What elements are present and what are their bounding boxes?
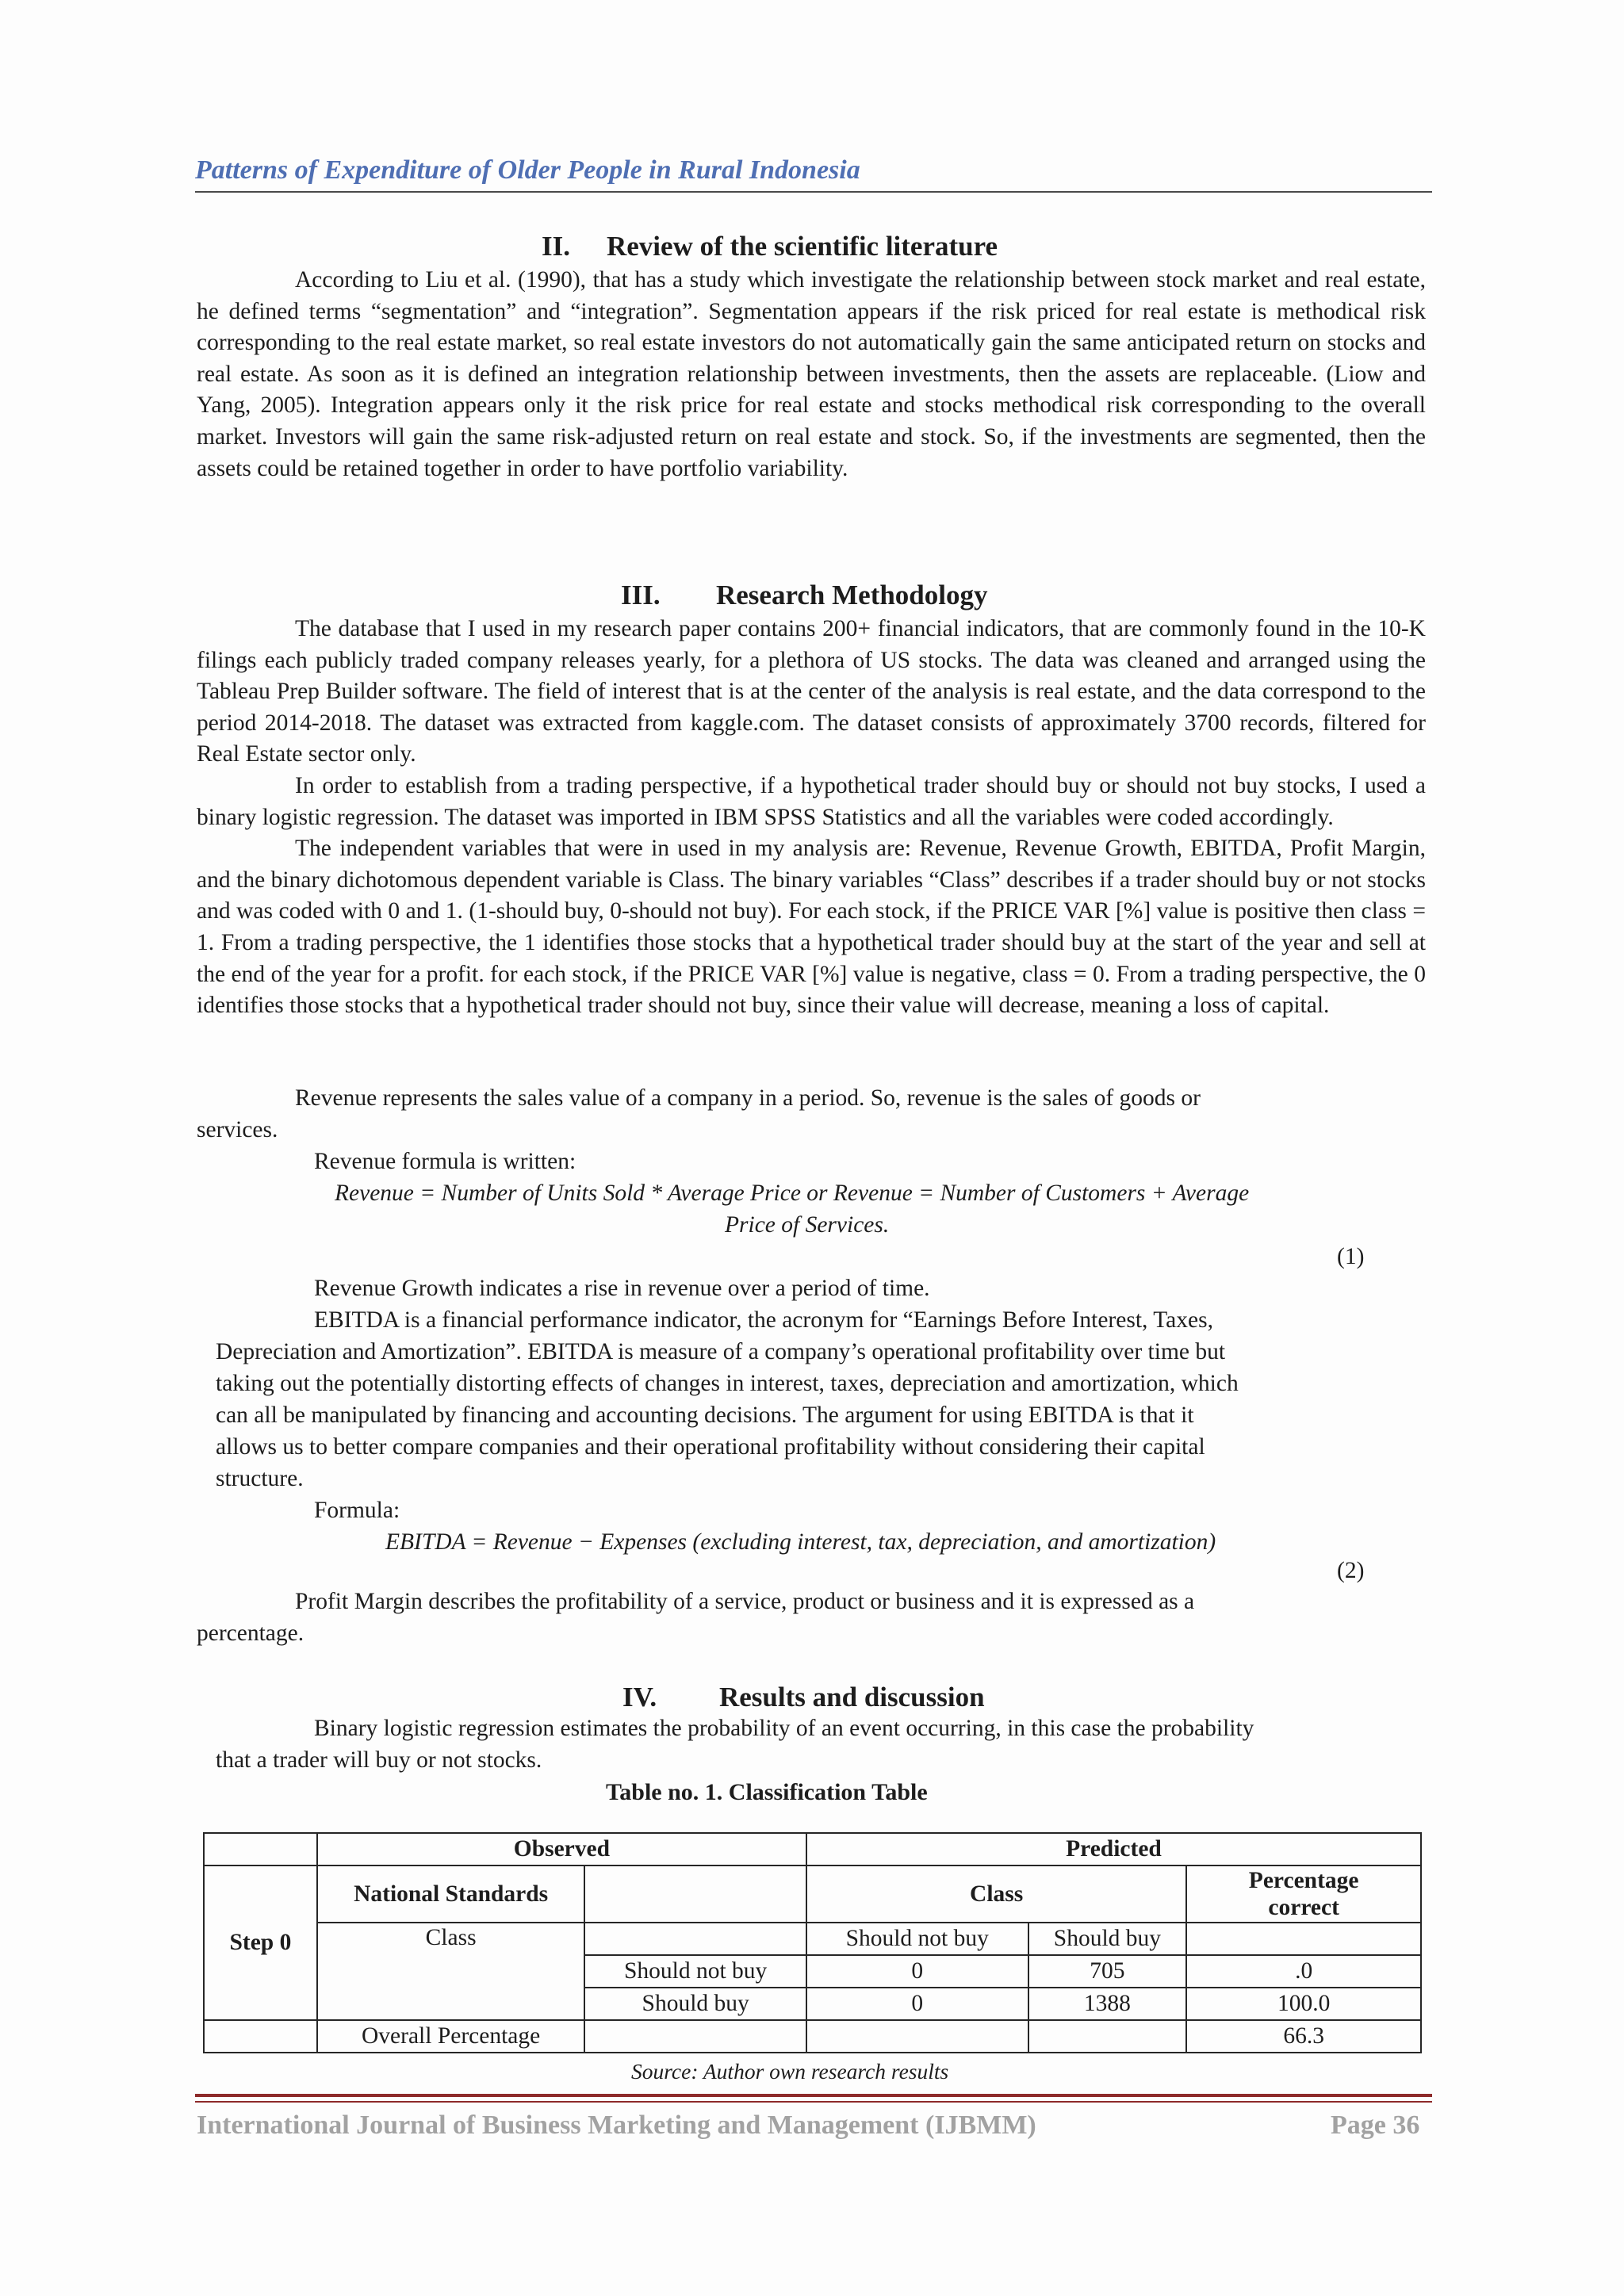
section-3-number: III. [621, 580, 661, 610]
section-4-heading [622, 1682, 985, 1713]
ebitda-line: EBITDA is a financial performance indicator, the acronym for “Earnings Before Interest, Taxes, [314, 1307, 1213, 1333]
table-row [204, 1866, 1421, 1923]
national-standards-header: National Standards [317, 1866, 585, 1923]
revenue-formula-line-1: Revenue = Number of Units Sold * Average Price or Revenue = Number of Customers + Average [335, 1181, 1250, 1206]
running-head: Patterns of Expenditure of Older People in Rural Indonesia [195, 155, 860, 185]
step-label: Step 0 [204, 1866, 317, 2020]
col-should-buy: Should buy [1028, 1923, 1187, 1955]
classification-table [203, 1832, 1422, 2053]
profit-margin-line-2: percentage. [197, 1621, 304, 1646]
percentage-correct-header [1186, 1866, 1421, 1923]
section-4-number: IV. [622, 1682, 657, 1712]
table-cell-empty [584, 1923, 806, 1955]
row-class-label: Class [317, 1923, 585, 2020]
equation-number-1: (1) [1337, 1244, 1365, 1269]
table-cell-empty [584, 1866, 806, 1923]
table-cell-empty [204, 2020, 317, 2053]
cell-value: 100.0 [1186, 1988, 1421, 2020]
revenue-line-2: services. [197, 1117, 278, 1142]
cell-value: 705 [1028, 1955, 1187, 1988]
revenue-formula-line-2: Price of Services. [725, 1212, 890, 1238]
table-source: Source: Author own research results [631, 2059, 949, 2084]
section-3-heading [621, 580, 988, 611]
table-cell-empty [806, 2020, 1028, 2053]
formula-label: Formula: [314, 1498, 400, 1523]
equation-number-2: (2) [1337, 1558, 1365, 1583]
table-row [204, 1833, 1421, 1866]
percentage-correct-line-2: correct [1268, 1895, 1339, 1920]
row-label: Should buy [584, 1988, 806, 2020]
section-3-title: Research Methodology [716, 580, 988, 610]
section-3-body [197, 614, 1426, 1022]
section-2-title: Review of the scientific literature [607, 231, 998, 262]
revenue-formula-intro: Revenue formula is written: [314, 1149, 576, 1174]
table-cell-empty [1028, 2020, 1187, 2053]
ebitda-line: can all be manipulated by financing and accounting decisions. The argument for using EBITDA is that it [216, 1402, 1194, 1428]
header-rule [195, 191, 1432, 193]
footer-rule-thin [195, 2101, 1432, 2103]
row-label: Should not buy [584, 1955, 806, 1988]
revenue-line-1: Revenue represents the sales value of a company in a period. So, revenue is the sales of goods or [295, 1085, 1201, 1111]
ebitda-line: structure. [216, 1466, 304, 1491]
observed-header: Observed [317, 1833, 806, 1866]
section-2-body [197, 265, 1426, 484]
ebitda-line: taking out the potentially distorting effects of changes in interest, taxes, depreciation and amortization, which [216, 1371, 1239, 1396]
ebitda-line: allows us to better compare companies and their operational profitability without considering their capital [216, 1434, 1205, 1460]
results-line-1: Binary logistic regression estimates the probability of an event occurring, in this case the probability [314, 1716, 1254, 1741]
section-2-number: II. [542, 231, 570, 262]
table-cell-empty [204, 1833, 317, 1866]
profit-margin-line-1: Profit Margin describes the profitability of a service, product or business and it is expressed as a [295, 1589, 1195, 1614]
table-cell-empty [1186, 1923, 1421, 1955]
table-row [204, 2020, 1421, 2053]
overall-percentage-label: Overall Percentage [317, 2020, 585, 2053]
methodology-paragraph-3: The independent variables that were in used in my analysis are: Revenue, Revenue Growth, EBITDA, Profit Margin, and the binary dichotomous dependent variable is Class. The binary variables “Class” describes if a trader should buy or not stocks and was coded with 0 and 1. (1-should buy, 0-should not buy). For each stock, if the PRICE VAR [%] value is positive then class = 1. From a trading perspective, the 1 identifies those stocks that a hypothetical trader should buy at the start of the year and sell at the end of the year for a profit. for each stock, if the PRICE VAR [%] value is negative, class = 0. From a trading perspective, the 0 identifies those stocks that a hypothetical trader should not buy, since their value will decrease, meaning a loss of capital. [197, 836, 1426, 1019]
col-should-not-buy: Should not buy [806, 1923, 1028, 1955]
cell-value: 1388 [1028, 1988, 1187, 2020]
ebitda-formula: EBITDA = Revenue − Expenses (excluding interest, tax, depreciation, and amortization) [385, 1529, 1216, 1555]
cell-value: 0 [806, 1955, 1028, 1988]
table-cell-empty [584, 2020, 806, 2053]
methodology-paragraph-1: The database that I used in my research paper contains 200+ financial indicators, that are commonly found in the 10-K filings each publicly traded company releases yearly, for a plethora of US stocks. The data was cleaned and arranged using the Tableau Prep Builder software. The field of interest that is at the center of the analysis is real estate, and the data correspond to the period 2014-2018. The dataset was extracted from kaggle.com. The dataset consists of approximately 3700 records, filtered for Real Estate sector only. [197, 616, 1426, 767]
table-caption: Table no. 1. Classification Table [606, 1779, 928, 1805]
table-row [204, 1923, 1421, 1955]
section-4-title: Results and discussion [719, 1682, 985, 1712]
overall-percentage-value: 66.3 [1186, 2020, 1421, 2053]
section-2-paragraph: According to Liu et al. (1990), that has a study which investigate the relationship between stock market and real estate, he defined terms “segmentation” and “integration”. Segmentation appears if the risk priced for real estate is methodical risk corresponding to the real estate market, so real estate investors do not automatically gain the same anticipated return on stocks and real estate. As soon as it is defined an integration relationship between investments, then the assets are replaceable. (Liow and Yang, 2005). Integration appears only it the risk price for real estate and stocks methodical risk corresponding to the overall market. Investors will gain the same risk-adjusted return on real estate and stock. So, if the investments are segmented, then the assets could be retained together in order to have portfolio variability. [197, 267, 1426, 481]
footer-journal: International Journal of Business Marketing and Management (IJBMM) [197, 2110, 1036, 2140]
ebitda-line: Depreciation and Amortization”. EBITDA is measure of a company’s operational profitability over time but [216, 1339, 1226, 1364]
section-2-heading [542, 231, 998, 262]
revenue-growth-text: Revenue Growth indicates a rise in revenue over a period of time. [314, 1276, 930, 1301]
footer-page-number: Page 36 [1331, 2110, 1420, 2140]
footer-rule [195, 2094, 1432, 2097]
cell-value: 0 [806, 1988, 1028, 2020]
percentage-correct-line-1: Percentage [1248, 1868, 1359, 1893]
methodology-paragraph-2: In order to establish from a trading perspective, if a hypothetical trader should buy or should not buy stocks, I used a binary logistic regression. The dataset was imported in IBM SPSS Statistics and all the variables were coded accordingly. [197, 772, 1426, 830]
predicted-header: Predicted [806, 1833, 1421, 1866]
results-line-2: that a trader will buy or not stocks. [216, 1747, 542, 1773]
class-header: Class [806, 1866, 1186, 1923]
cell-value: .0 [1186, 1955, 1421, 1988]
